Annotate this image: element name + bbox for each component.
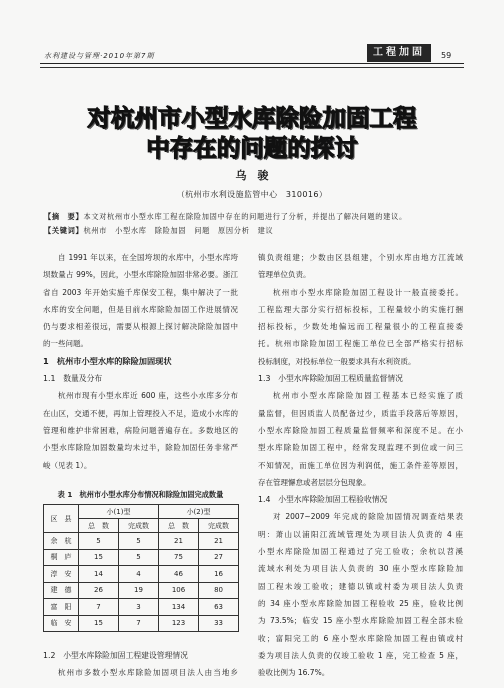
table-cell-value: 19 <box>119 582 159 599</box>
table-cell-value: 75 <box>159 549 199 566</box>
table-cell-value: 14 <box>79 566 119 583</box>
table-header-cell: 总 数 <box>159 519 199 533</box>
paragraph-acceptance <box>258 508 463 681</box>
text-line: 明：萧山以浦阳江流域管理处为项目法人负责的 4 座 <box>258 529 463 539</box>
abstract <box>44 212 407 222</box>
table-cell-value: 46 <box>159 566 199 583</box>
left-column-top <box>43 249 238 474</box>
text-line: 坝数量占 99%，因此，小型水库除险加固非常必要。浙江 <box>43 270 238 280</box>
text-line: 招标投标，少数处地偏远而工程量很小的工程直接委 <box>258 322 463 332</box>
table-header-cell: 完成数 <box>119 519 159 533</box>
journal-name: 水利建设与管理·2010年第7期 <box>44 52 155 60</box>
paragraph-quality-supervision <box>258 387 463 491</box>
text-line: 仍与要求相差很远，需要从根源上探讨解决除险加固中 <box>43 322 238 332</box>
subsection-heading: 1.2 小型水库除险加固工程建设管理情况 <box>43 650 188 660</box>
text-line: 工程监理大部分实行招标投标，工程量较小的实施打捆 <box>258 304 463 314</box>
keyword: 原因分析 <box>218 226 250 235</box>
table-cell-county: 临 安 <box>44 615 79 632</box>
left-column-bottom <box>43 647 238 682</box>
table-cell-county: 淳 安 <box>44 566 79 583</box>
abstract-label: 【摘 要】 <box>44 212 84 221</box>
table-cell-value: 3 <box>119 599 159 616</box>
table-cell-value: 15 <box>79 615 119 632</box>
table-row <box>44 599 239 616</box>
text-line: 杭州市多数小型水库除险加固项目法人由当地乡 <box>58 668 238 678</box>
subsection-heading: 1.3 小型水库除险加固工程质量监督情况 <box>258 374 403 384</box>
keyword: 建议 <box>257 226 274 235</box>
data-table <box>43 504 239 632</box>
table-cell-value: 15 <box>79 549 119 566</box>
header-rule <box>40 63 464 64</box>
text-line: 为 73.5%；临安 15 座小型水库除险加固工程全部未验 <box>258 616 463 626</box>
paragraph-count-distribution <box>43 387 238 473</box>
text-line: 小型水库除险加固工程质量监督频率和深度不足。在小 <box>258 425 463 435</box>
table-caption: 表 1 杭州市小型水库分布情况和除险加固完成数量 <box>57 490 224 499</box>
paragraph-construction-management <box>43 664 238 681</box>
table-header-county: 区 县 <box>44 505 79 533</box>
table-header-cell: 完成数 <box>199 519 239 533</box>
table-cell-value: 123 <box>159 615 199 632</box>
table-cell-value: 7 <box>119 615 159 632</box>
text-line: 委为项目法人负责的仅竣工验收 1 座，完工检查 5 座， <box>258 650 463 660</box>
text-line: 小型水库除险加固数量均未过半，除险加固任务非常严 <box>43 443 238 453</box>
text-line: 量监督，但因质监人员配备过少，质监手段落后等原因， <box>258 408 463 418</box>
text-line: 管理单位负责。 <box>258 270 311 280</box>
text-line: 水库的安全问题，但是目前水库除险加固工作进展情况 <box>43 304 238 314</box>
table-row <box>44 566 239 583</box>
author-name: 乌 骏 <box>235 169 269 182</box>
keywords <box>44 226 281 236</box>
text-line: 验收比例为 16.7%。 <box>258 668 330 678</box>
table-cell-county: 建 德 <box>44 582 79 599</box>
table-row <box>44 533 239 550</box>
author-affiliation: （杭州市水利设施监管中心 310016） <box>176 190 328 199</box>
table-cell-value: 5 <box>79 533 119 550</box>
text-line: 杭州市现有小型水库近 600 座，这些小水库多分布 <box>58 391 238 401</box>
text-line: 对 2007~2009 年完成的除险加固情况调查结果表 <box>273 512 463 522</box>
table-cell-value: 4 <box>119 566 159 583</box>
table-row <box>44 615 239 632</box>
text-line: 管理和维护非常困难，病险问题普遍存在。多数地区的 <box>43 425 238 435</box>
keyword: 除险加固 <box>154 226 187 235</box>
table-cell-value: 106 <box>159 582 199 599</box>
table-cell-value: 7 <box>79 599 119 616</box>
text-line: 型水库除险加固工程中，经常发现监理不到位或一问三 <box>258 443 463 453</box>
keyword: 小型水库 <box>115 226 147 235</box>
text-line: 存在管理懈怠或者层层分包现象。 <box>258 477 371 487</box>
header-rule-thin <box>40 67 464 68</box>
text-line: 小型水库除险加固工程通过了完工验收；余杭以苕溪 <box>258 547 463 557</box>
text-line: 投标制度，对投标单位一般要求具有水利资质。 <box>258 356 416 366</box>
subsection-heading: 1.4 小型水库除险加固工程验收情况 <box>258 495 388 505</box>
text-line: 的 34 座小型水库除险加固工程验收 25 座，验收比例 <box>258 598 463 608</box>
table-cell-value: 21 <box>159 533 199 550</box>
text-line: 不知情况，而施工单位因为利润低，施工条件差等原因， <box>258 460 463 470</box>
table-cell-value: 63 <box>199 599 239 616</box>
text-line: 托。杭州市除险加固工程施工单位已全部严格实行招标 <box>258 339 463 349</box>
right-column <box>258 249 463 681</box>
section-tag: 工程加固 <box>367 44 431 62</box>
table-cell-value: 5 <box>119 533 159 550</box>
section-heading: 1 杭州市小型水库的除险加固现状 <box>43 355 172 366</box>
table-row <box>44 549 239 566</box>
table-cell-value: 27 <box>199 549 239 566</box>
table-cell-county: 余 杭 <box>44 533 79 550</box>
subsection-heading: 1.1 数量及分布 <box>43 374 103 384</box>
keyword: 杭州市 <box>83 226 108 235</box>
text-line: 自 1991 年以来，在全国垮坝的水库中，小型水库垮 <box>58 253 238 262</box>
article-title-line: 对杭州市小型水库除险加固工程 <box>87 104 417 132</box>
paragraph-design-bidding <box>258 284 463 370</box>
text-line: 在山区，交通不便，再加上管理投入不足，造成小水库的 <box>43 408 238 418</box>
page-number: 59 <box>441 51 452 60</box>
table-cell-value: 26 <box>79 582 119 599</box>
table-cell-county: 富 阳 <box>44 599 79 616</box>
paragraph-construction-management-continued <box>258 249 463 284</box>
abstract-text: 本文对杭州市小型水库工程在除险加固中存在的问题进行了分析，并提出了解决问题的建议。 <box>83 212 407 221</box>
text-line: 镇负责组建；少数由区县组建，个别水库由地方江流域 <box>258 253 463 262</box>
text-line: 峻（见表 1）。 <box>43 460 92 470</box>
table-body <box>44 533 239 632</box>
table-cell-value: 21 <box>199 533 239 550</box>
table-cell-value: 80 <box>199 582 239 599</box>
table-cell-county: 桐 庐 <box>44 549 79 566</box>
table-cell-value: 16 <box>199 566 239 583</box>
table-header-row <box>44 505 239 519</box>
table-row <box>44 582 239 599</box>
text-line: 杭州市小型水库除险加固工程设计一般直接委托。 <box>273 287 463 297</box>
keywords-label: 【关键词】 <box>44 226 84 235</box>
text-line: 省自 2003 年开始实施千库保安工程，集中解决了一批 <box>43 287 238 297</box>
paragraph-intro <box>43 249 238 353</box>
text-line: 固工程未竣工验收；建德以镇或村委为项目法人负责 <box>258 581 463 591</box>
table-header-group: 小(1)型 <box>79 505 159 519</box>
table-header-group: 小(2)型 <box>159 505 239 519</box>
article-title-line: 中存在的问题的探讨 <box>146 134 358 162</box>
text-line: 的一些问题。 <box>43 339 88 349</box>
text-line: 流域水利处为项目法人负责的 30 座小型水库除险加 <box>258 564 463 574</box>
table-header-cell: 总 数 <box>79 519 119 533</box>
table-cell-value: 33 <box>199 615 239 632</box>
text-line: 杭州市小型水库除险加固工程基本已经实施了质 <box>273 391 463 401</box>
table-cell-value: 5 <box>119 549 159 566</box>
text-line: 收；富阳完工的 6 座小型水库除险加固工程由镇或村 <box>258 633 463 643</box>
keyword: 问题 <box>194 226 211 235</box>
table-cell-value: 134 <box>159 599 199 616</box>
